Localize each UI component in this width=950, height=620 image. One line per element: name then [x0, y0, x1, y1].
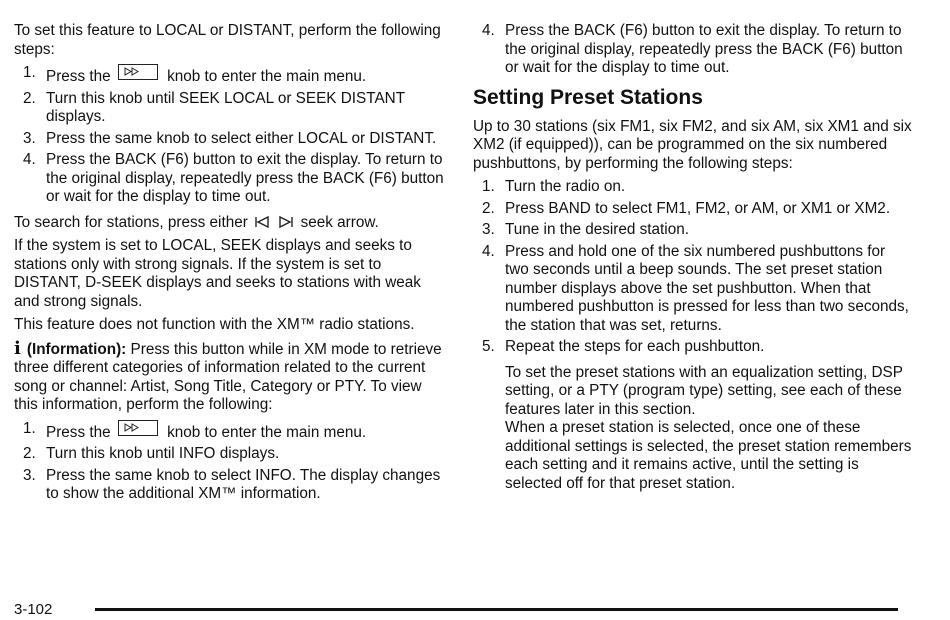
local-distant-description: If the system is set to LOCAL, SEEK displays and seeks to stations only with strong signals. If the system is set to DISTANT, D-SEEK displays and seeks to stations with weak and strong signals.: [14, 237, 421, 310]
list-item: 4. Press and hold one of the six numbered pushbuttons for two seconds until a beep sounds. The set preset station number displays above the set pushbutton. When that numbered pushbutton is pressed for less than two seconds, the station that was set, returns.: [482, 242, 909, 334]
seek-paragraph: To search for stations, press either seek arrow.: [14, 213, 379, 231]
tune-knob-icon: [118, 420, 158, 436]
list-item: 4. Press the BACK (F6) button to exit the display. To return to the original display, repeatedly press the BACK (F6) button or wait for the display to time out.: [23, 151, 444, 205]
equalization-note: To set the preset stations with an equalization setting, DSP setting, or a PTY (program type) setting, see each of these features later in this section.: [505, 363, 903, 418]
list-item: 5. Repeat the steps for each pushbutton.: [482, 338, 765, 355]
local-distant-intro: To set this feature to LOCAL or DISTANT, perform the following steps:: [14, 22, 441, 58]
information-paragraph: i (Information): Press this button while in XM mode to retrieve three different categories of information related to the current song or channel: Artist, Song Title, Category or PTY. To view this information, perform the following:: [14, 337, 442, 413]
continued-steps: [473, 22, 913, 78]
list-item: 1. Turn the radio on.: [482, 178, 626, 195]
preset-steps: [473, 178, 913, 357]
information-label: (Information):: [26, 340, 127, 358]
list-item: 2. Turn this knob until SEEK LOCAL or SEEK DISTANT displays.: [23, 89, 405, 125]
preset-settings-note: When a preset station is selected, once one of these additional settings is selected, the preset station remembers each setting and it remains active, until the setting is selected off for that preset station.: [505, 419, 912, 492]
info-steps: [14, 420, 444, 504]
list-item: 1. Press the knob to enter the main menu.: [23, 419, 367, 441]
seek-back-icon: [255, 216, 269, 228]
left-column: [14, 22, 444, 511]
list-item: 3. Press the same knob to select either LOCAL or DISTANT.: [23, 129, 437, 147]
list-item: 2. Press BAND to select FM1, FM2, or AM, or XM1 or XM2.: [482, 199, 891, 217]
list-item: 3. Tune in the desired station.: [482, 221, 689, 238]
list-item: 2. Turn this knob until INFO displays.: [23, 445, 280, 462]
page-number: 3-102: [14, 601, 53, 618]
xm-note: This feature does not function with the XM™ radio stations.: [14, 316, 415, 333]
seek-forward-icon: [279, 216, 293, 228]
tune-knob-icon: [118, 64, 158, 80]
local-distant-steps: [14, 64, 444, 207]
footer-rule: [95, 608, 898, 611]
list-item: 4. Press the BACK (F6) button to exit the display. To return to the original display, repeatedly press the BACK (F6) button or wait for the display to time out.: [482, 22, 903, 76]
preset-intro: Up to 30 stations (six FM1, six FM2, and six AM, six XM1 and six XM2 (if equipped)), can be programmed on the six numbered pushbuttons, by performing the following steps:: [473, 117, 912, 172]
list-item: 3. Press the same knob to select INFO. The display changes to show the additional XM™ information.: [23, 466, 441, 502]
right-column: [473, 22, 913, 493]
info-icon: i: [14, 337, 21, 359]
section-heading: Setting Preset Stations: [473, 85, 703, 109]
list-item: 1. Press the knob to enter the main menu.: [23, 64, 367, 85]
